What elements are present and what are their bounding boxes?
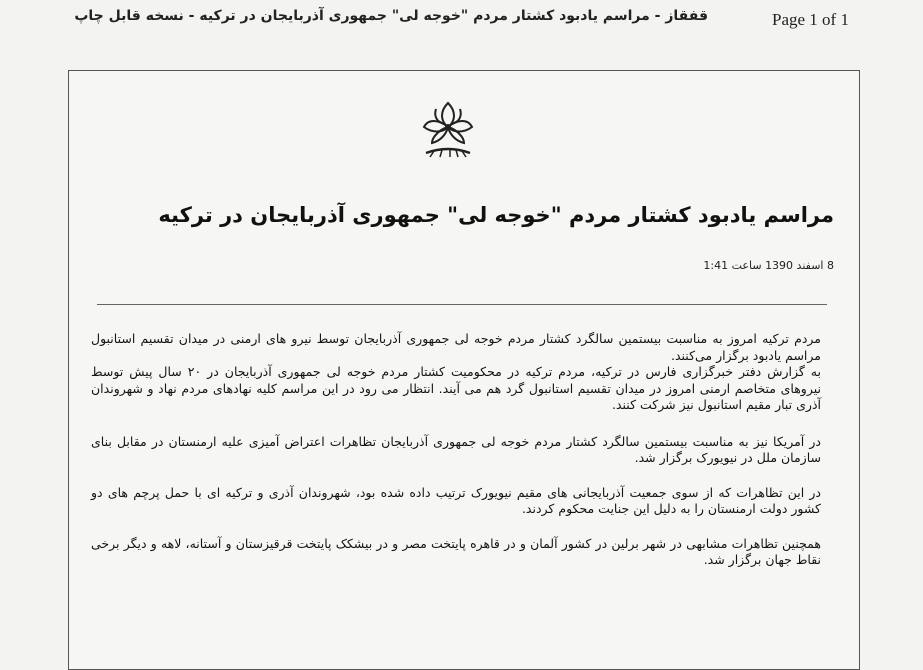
article-title: مراسم یادبود کشتار مردم "خوجه لی" جمهوری آذربایجان در ترکیه [158,203,834,227]
article-body [91,331,821,587]
article-frame [68,70,860,670]
print-header [0,0,923,40]
article-date: 8 اسفند 1390 ساعت 1:41 [703,259,834,272]
divider [97,304,827,305]
emblem-icon [420,97,476,161]
paragraph-3: در این تظاهرات که از سوی جمعیت آذربایجانی های مقیم نیویورک ترتیب داده شده بود، شهروندان آذری و ترکیه ای با حمل پرچم های دو کشور دولت ارمنستان را به دلیل این جنایت محکوم کردند. [91,484,821,516]
page-number: Page 1 of 1 [772,10,849,29]
paragraph-4: همچنین تظاهرات مشابهی در شهر برلین در کشور آلمان و در قاهره پایتخت مصر و در بیشکک پایتخت قرقیزستان و آستانه، لاهه و دیگر برخی نقاط جهان برگزار شد. [91,535,821,567]
paragraph-2: در آمریکا نیز به مناسبت بیستمین سالگرد کشتار مردم خوجه لی جمهوری آذربایجان تظاهرات اعتراض آمیزی علیه ارمنستان در مقابل بنای سازمان ملل در نیویورک برگزار شد. [91,433,821,465]
paragraph-1: مردم ترکیه امروز به مناسبت بیستمین سالگرد کشتار مردم خوجه لی جمهوری آذربایجان توسط نیرو های ارمنی در میدان تقسیم استانبول مراسم یادبود برگزار می‌کنند. به گزارش دفتر خبرگزاری فارس در ترکیه، مردم ترکیه در محکومیت کشتار مردم خوجه لی جمهوری آذربایجان در ۲۰ سال پیش توسط نیروهای متخاصم ارمنی امروز در میدان تقسیم استانبول گرد هم می آیند. انتظار می رود در این مراسم کلیه نهادهای مردم نهاد و شهروندان آذری تبار مقیم استانبول نیز شرکت کنند. [91,331,821,412]
print-header-title: قفقاز - مراسم یادبود کشتار مردم "خوجه لی" جمهوری آذربایجان در ترکیه - نسخه قابل چاپ [74,8,708,24]
